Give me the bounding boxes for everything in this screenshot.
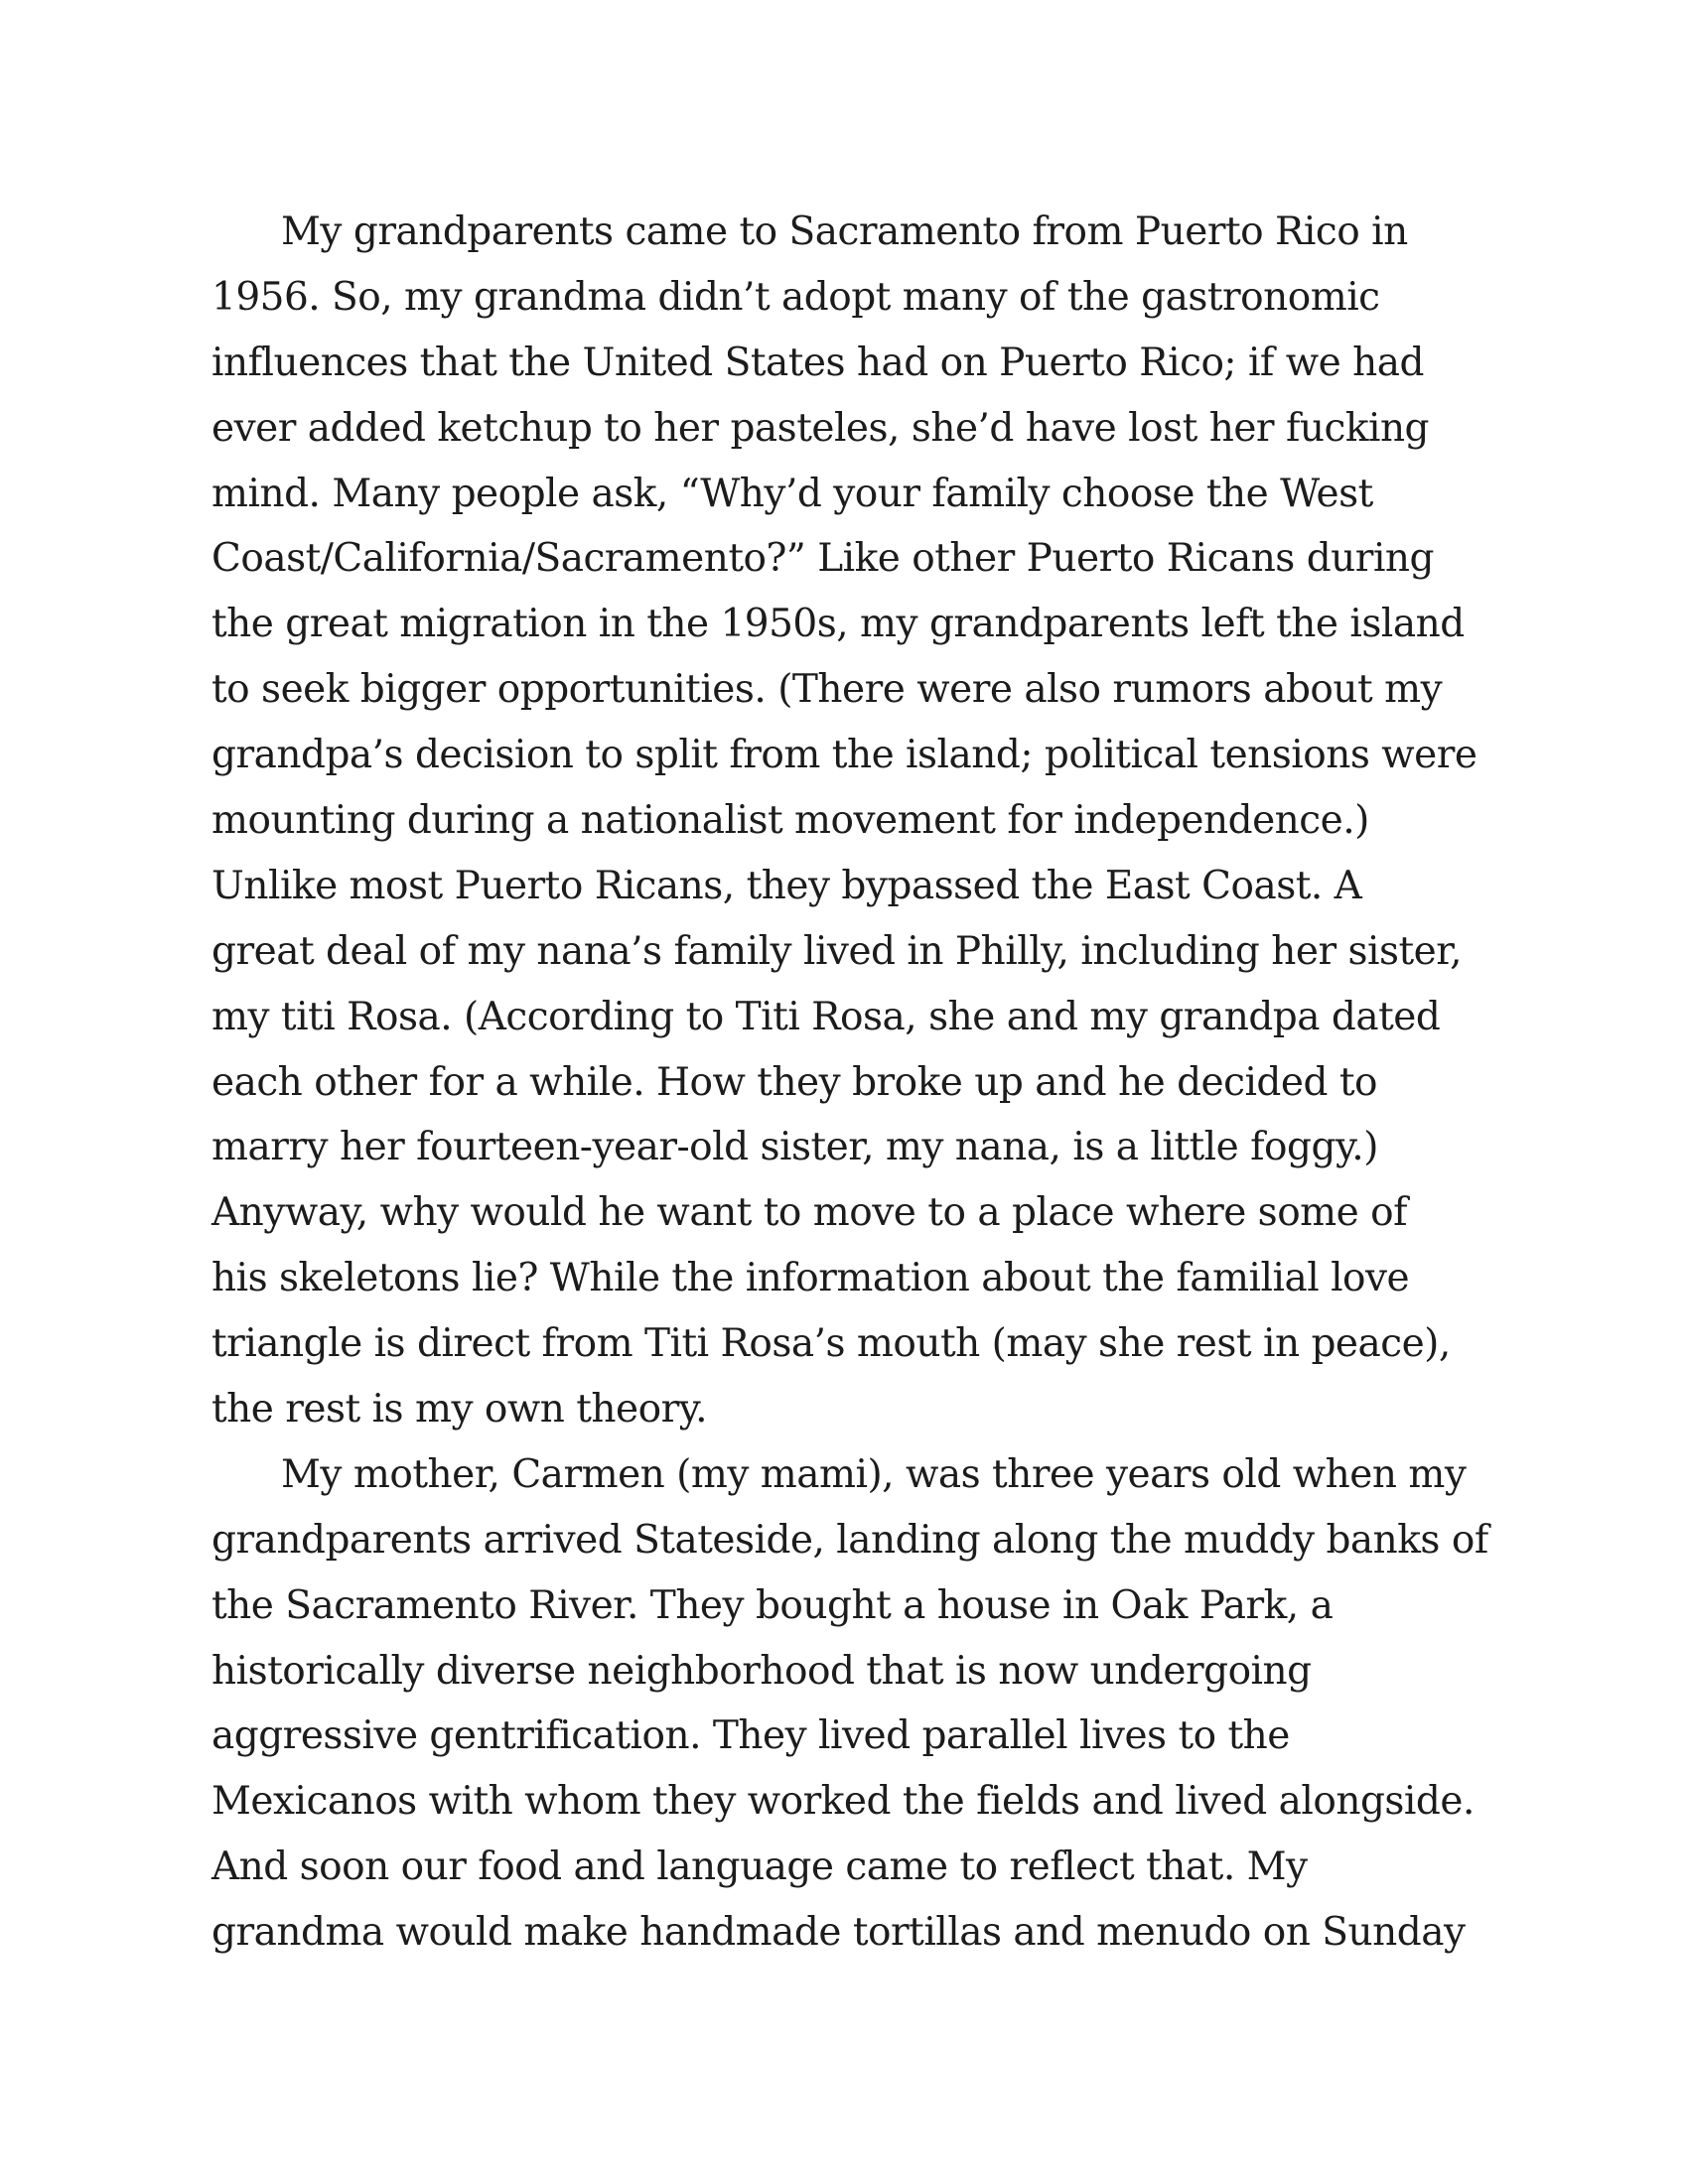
text-line: marry her fourteen-year-old sister, my nana, is a little foggy.) (211, 1125, 1378, 1170)
text-line: 1956. So, my grandma didn’t adopt many of the gastronomic (211, 274, 1380, 320)
paragraph-1 (211, 200, 1502, 1442)
paragraph-2 (211, 1442, 1502, 1966)
text-line: ever added ketchup to her pasteles, she’d have lost her fucking (211, 405, 1430, 451)
text-line: great deal of my nana’s family lived in Philly, including her sister, (211, 928, 1463, 974)
text-line: the great migration in the 1950s, my grandparents left the island (211, 602, 1465, 647)
text-line: My grandparents came to Sacramento from Puerto Rico in (281, 209, 1408, 254)
text-line: his skeletons lie? While the information about the familial love (211, 1256, 1410, 1301)
text-line: grandpa’s decision to split from the island; political tensions were (211, 733, 1477, 778)
body-text (211, 200, 1502, 1966)
text-line: grandma would make handmade tortillas and menudo on Sunday (211, 1910, 1466, 1956)
text-line: mounting during a nationalist movement for independence.) (211, 798, 1369, 844)
text-line: historically diverse neighborhood that is now undergoing (211, 1648, 1312, 1694)
text-line: Coast/California/Sacramento?” Like other Puerto Ricans during (211, 536, 1435, 582)
text-line: triangle is direct from Titi Rosa’s mouth (may she rest in peace), (211, 1321, 1451, 1367)
text-line: my titi Rosa. (According to Titi Rosa, she and my grandpa dated (211, 994, 1441, 1039)
text-line: influences that the United States had on Puerto Rico; if we had (211, 340, 1424, 385)
text-line: the Sacramento River. They bought a house in Oak Park, a (211, 1582, 1334, 1628)
text-line: Mexicanos with whom they worked the fields and lived alongside. (211, 1779, 1475, 1825)
text-line: grandparents arrived Stateside, landing along the muddy banks of (211, 1517, 1488, 1563)
text-line: each other for a while. How they broke up and he decided to (211, 1059, 1377, 1105)
text-line: the rest is my own theory. (211, 1387, 707, 1433)
text-line: to seek bigger opportunities. (There were also rumors about my (211, 667, 1443, 713)
text-line: aggressive gentrification. They lived parallel lives to the (211, 1713, 1290, 1759)
text-line: mind. Many people ask, “Why’d your family choose the West (211, 471, 1373, 516)
text-line: My mother, Carmen (my mami), was three years old when my (281, 1451, 1467, 1497)
text-line: Anyway, why would he want to move to a place where some of (211, 1190, 1408, 1236)
text-line: Unlike most Puerto Ricans, they bypassed the East Coast. A (211, 863, 1362, 908)
text-line: And soon our food and language came to reflect that. My (211, 1844, 1308, 1890)
